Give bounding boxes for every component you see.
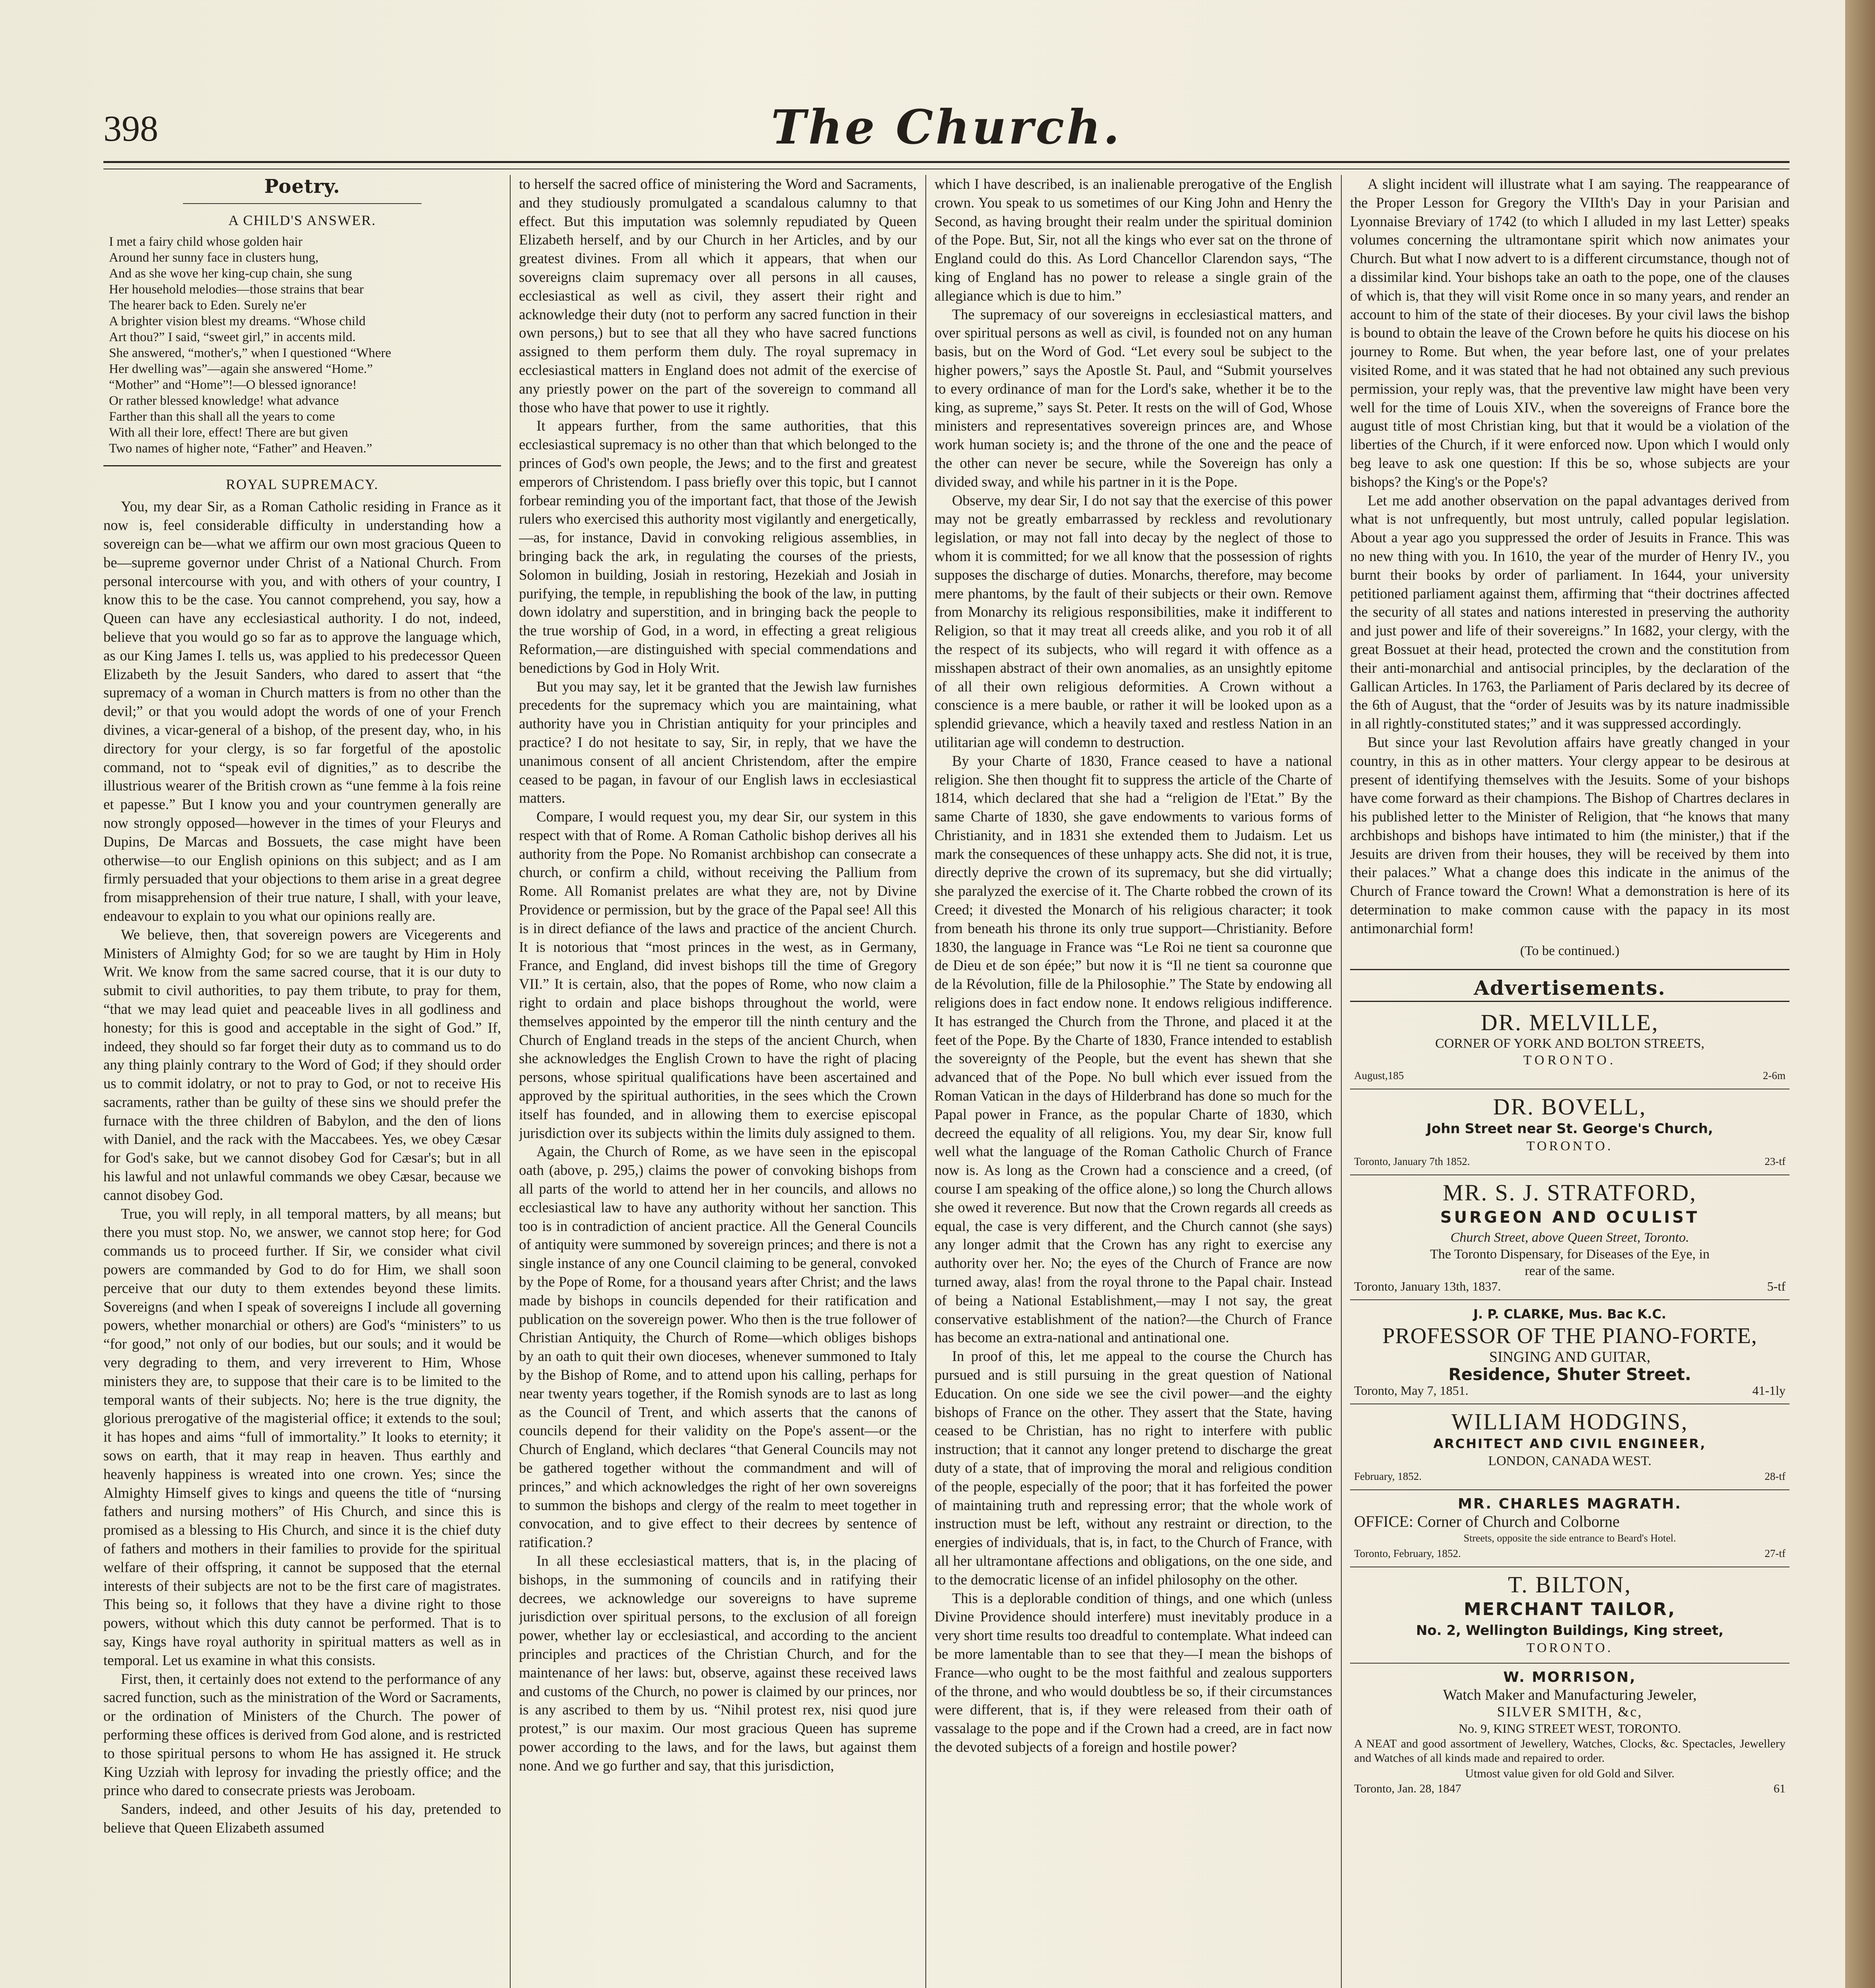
paragraph: which I have described, is an inalienable prerogative of the English crown. You speak to us sometimes of our King John and Henry the Second, as having brought their realm under the spiritual dominion of the Pope. But, Sir, not all the kings who ever sat on the throne of England could do this. As Lord Chancellor Clarendon says, “The king of England has no power to release a single grain of the allegiance which is due to him.” bbox=[935, 176, 1332, 304]
ad-note: Utmost value given for old Gold and Silver. bbox=[1465, 1767, 1675, 1780]
divider bbox=[103, 465, 501, 466]
ad-name: WILLIAM HODGINS, bbox=[1451, 1409, 1688, 1435]
paragraph: Observe, my dear Sir, I do not say that the exercise of this power may not be greatly embarrassed by reckless and revolutionary legislation, or may not fall into decay by the neglect of those to whom it is committed; for we all know that the possession of rights supposes the discharge of duties. Monarchs, therefore, may become mere phantoms, by the fault of their subjects or their own. Remove from Monarchy its religious responsibilities, make it indifferent to Religion, so that it may treat all creeds alike, and you rob it of all the respect of its subjects, who will regard it with offence as a misshapen abstract of their own anomalies, as an unsightly epitome of all their own religious deformities. A Crown without a conscience is a mere bauble, or rather it will be looked upon as a splendid grievance, which a heavily taxed and restless Nation in an utilitarian age will condemn to destruction. bbox=[935, 492, 1332, 750]
ad-profession: ARCHITECT AND CIVIL ENGINEER, bbox=[1433, 1436, 1706, 1452]
ad-code: 2-6m bbox=[1763, 1070, 1786, 1082]
paragraph: Let me add another observation on the papal advantages derived from what is not unfrequently, but most untruly, called popular legislation. About a year ago you suppressed the order of Jesuits in France. This was no new thing with you. In 1610, the year of the murder of Henry IV., you burnt their books by order of parliament. In 1644, your university petitioned parliament against them, affirming that “their doctrines affected the security of all states and nations interested in preserving the authority and just power and life of their sovereigns.” In 1682, your clergy, with the great Bossuet at their head, protected the crown and the constitution from their anti-monarchial and antisocial principles, by the declaration of the Gallican Articles. In 1763, the Parliament of Paris declared by its decree of the 6th of August, that the “order of Jesuits was by its nature inadmissible in all rightly-constituted states;” and it was suppressed accordingly. bbox=[1350, 492, 1790, 732]
ad-date: February, 1852. bbox=[1354, 1470, 1422, 1483]
ad-code: 5-tf bbox=[1767, 1279, 1786, 1294]
divider bbox=[1350, 969, 1790, 970]
ad-stratford bbox=[1350, 1175, 1790, 1300]
ad-name: W. MORRISON, bbox=[1503, 1669, 1636, 1686]
ad-code: 41-1ly bbox=[1752, 1383, 1786, 1398]
page-number: 398 bbox=[103, 108, 158, 149]
poem-line: She answered, “mother's,” when I questioned “Where bbox=[109, 346, 391, 360]
ad-line: rear of the same. bbox=[1525, 1264, 1615, 1279]
ad-code: 28-tf bbox=[1764, 1470, 1786, 1483]
ad-profession: SURGEON AND OCULIST bbox=[1440, 1208, 1700, 1227]
ad-date: Toronto, January 13th, 1837. bbox=[1354, 1279, 1501, 1294]
ad-name: T. BILTON, bbox=[1508, 1572, 1632, 1598]
ad-date: Toronto, May 7, 1851. bbox=[1354, 1383, 1469, 1398]
ad-streets: Streets, opposite the side entrance to Beard's Hotel. bbox=[1463, 1532, 1676, 1544]
paragraph: It appears further, from the same authorities, that this ecclesiastical supremacy is no other than that which belonged to the princes of God's own people, the Jews; and to the first and greatest emperors of Christendom. I pass briefly over this topic, but I cannot forbear reminding you of the important fact, that those of the Jewish rulers who exercised this authority most vigilantly and energetically,—as, for instance, David in convoking religious assemblies, in bringing back the ark, in regulating the courses of the priests, Solomon in building, Josiah in restoring, Hezekiah and Josiah in purifying, the temple, in republishing the book of the law, in putting down idolatry and superstition, and in bringing back the people to the true worship of God, in a word, in effecting a great religious Reformation,—are distinguished with special commendations and benedictions by God in Holy Writ. bbox=[519, 417, 917, 676]
ad-melville bbox=[1350, 1005, 1790, 1089]
poem-line: Her household melodies—those strains that bear bbox=[109, 282, 364, 297]
poem-line: A brighter vision blest my dreams. “Whose child bbox=[109, 314, 366, 328]
poem-line: Around her sunny face in clusters hung, bbox=[109, 250, 319, 265]
ad-clarke bbox=[1350, 1300, 1790, 1404]
poem bbox=[109, 234, 501, 456]
paragraph: This is a deplorable condition of things, and one which (unless Divine Providence should interfere) must inevitably produce in a very short time results too dreadful to contemplate. What indeed can be more lamentable than to see that they—I mean the bishops of France—who ought to be the most faithful and zealous supporters of the throne, and who would doubtless be so, if their circumstances were different, that is, if they were released from their oath of vassalage to the pope and if the Crown had a creed, are in fact now the devoted subjects of a foreign and hostile power? bbox=[935, 1590, 1332, 1755]
ad-name: MR. CHARLES MAGRATH. bbox=[1458, 1496, 1682, 1512]
column-1 bbox=[103, 175, 501, 1988]
paragraph: Sanders, indeed, and other Jesuits of his day, pretended to believe that Queen Elizabeth assumed bbox=[103, 1801, 501, 1836]
poem-line: The hearer back to Eden. Surely ne'er bbox=[109, 298, 307, 313]
poem-line: Or rather blessed knowledge! what advance bbox=[109, 393, 339, 408]
paragraph: You, my dear Sir, as a Roman Catholic residing in France as it now is, feel considerable difficulty in understanding how a sovereign can be—what we affirm our own most gracious Queen to be—supreme governor under Christ of a National Church. From personal intercourse with you, and with others of your country, I know this to be the case. You cannot comprehend, you say, how a Queen can have any ecclesiastical authority. I do not, indeed, believe that you would go so far as to approve the language which, as our King James I. tells us, was applied to his predecessor Queen Elizabeth by the Jesuit Sanders, who dared to assert that “the supremacy of a woman in Church matters is from no other than the devil;” or that you would adopt the words of one of your French divines, a vicar-general of a bishop, of the present day, who, in his directory for your clergy, is so far forgetful of the apostolic command, not to “speak evil of dignities,” as to describe the illustrious wearer of the British crown as “une femme à la fois reine et papesse.” But I know you and your countrymen generally are now strongly opposed—however in the times of your Fleurys and Dupins, De Marcas and Bossuets, the case might have been otherwise—to our English opinions on this subject; and as I am firmly persuaded that your objections to them arise in a great degree from misapprehension of their true nature, I shall, with your leave, endeavour to explain to you what our opinions really are. bbox=[103, 498, 501, 924]
column-2 bbox=[519, 175, 917, 1988]
binding-edge bbox=[1845, 0, 1875, 1988]
paragraph: We believe, then, that sovereign powers are Vicegerents and Ministers of Almighty God; for so we are taught by Him in Holy Writ. We know from the same sacred course, that it is our duty to submit to civil authorities, to pay them tribute, to pray for them, “that we may lead quiet and peaceable lives in all godliness and honesty; for this is good and acceptable in the sight of God.” If, indeed, they should so far forget their duty as to command us to do any thing plainly contrary to the Word of God; if they should order us to commit idolatry, or not to pray to God, or not to receive His sacraments, rather than be guilty of these sins we should prefer the furnace with the three children of Babylon, and the den of lions with Daniel, and the rack with the Maccabees. Yes, we obey Cæsar for God's sake, but we cannot disobey God for Cæsar's; but in all his lawful and not unlawful commands we obey Cæsar, because we cannot disobey God. bbox=[103, 926, 501, 1203]
paragraph: to herself the sacred office of ministering the Word and Sacraments, and they studiously promulgated a scandalous calumny to that effect. But this imputation was solemnly repudiated by Queen Elizabeth herself, and by our Church in her Articles, and by our greatest divines. From all which it appears, that when our sovereigns claim supremacy over all persons in all causes, ecclesiastical as well as civil, they assert their right and acknowledge their duty (not to perform any sacred function in their own persons,) but to see that all they who have sacred functions assigned to them perform them duly. The royal supremacy in ecclesiastical matters in England does not admit of the exercise of any priestly power on the part of the sovereign to command all those who have that power to use it rightly. bbox=[519, 176, 917, 415]
ad-city: TORONTO. bbox=[1526, 1640, 1613, 1656]
poem-line: “Mother” and “Home”!—O blessed ignorance! bbox=[109, 377, 357, 392]
ad-date: Toronto, January 7th 1852. bbox=[1354, 1155, 1470, 1168]
ad-code: 23-tf bbox=[1764, 1155, 1786, 1168]
ad-profession: MERCHANT TAILOR, bbox=[1463, 1599, 1676, 1620]
ad-profession: Watch Maker and Manufacturing Jeweler, bbox=[1443, 1687, 1697, 1704]
newspaper-title: The Church. bbox=[771, 99, 1122, 155]
article-body bbox=[103, 497, 501, 1837]
ad-city: TORONTO. bbox=[1526, 1139, 1613, 1154]
ad-trade: SILVER SMITH, &c, bbox=[1497, 1704, 1643, 1720]
column-rule bbox=[510, 175, 511, 1988]
poem-line: Two names of higher note, “Father” and Heaven.” bbox=[109, 441, 373, 456]
ad-address: CORNER OF YORK AND BOLTON STREETS, bbox=[1435, 1036, 1704, 1051]
ad-body: A NEAT and good assortment of Jewellery, Watches, Clocks, &c. Spectacles, Jewellery and Watches of all kinds made and repaired to order. bbox=[1354, 1737, 1786, 1765]
poem-line: And as she wove her king-cup chain, she sung bbox=[109, 266, 352, 281]
paragraph: A slight incident will illustrate what I am saying. The reappearance of the Proper Lesson for Gregory the VIIth's Day in your Parisian and Lyonnaise Breviary of 1742 (to which I alluded in my last Letter) speaks volumes concerning the ultramontane spirit which now animates your Church. But what I now advert to is a different circumstance, though not of a dissimilar kind. Your bishops take an oath to the pope, one of the clauses of which is, that they will visit Rome once in so many years, and render an account to him of the state of their dioceses. By your civil laws the bishop is bound to obtain the leave of the Crown before he quits his diocese on his journey to Rome. But when, the year before last, one of your prelates visited Rome, and it was stated that he had not obtained any such previous permission, your reply was, that the preventive law might have been very well for the time of Louis XIV., when the sovereigns of France bore the august title of most Christian king, but that it would be a violation of the liberties of the Church, if it were enforced now. Upon which I would only beg leave to ask one question: If this be so, whose subjects are your bishops? the King's or the Pope's? bbox=[1350, 176, 1790, 490]
masthead-rule bbox=[103, 161, 1790, 169]
paragraph: But since your last Revolution affairs have greatly changed in your country, in this as in other matters. Your clergy appear to be desirous at present of identifying themselves with the Jesuits. Some of your bishops have come forward as their champions. The Bishop of Chartres declares in his published letter to the Minister of Religion, that “he knows that many archbishops and bishops have intimated to him (the minister,) that if the Jesuits are driven from their houses, they will be received by them into their palaces.” What a change does this indicate in the animus of the Church of France toward the Crown! What a demonstration is here of its determination to make common cause with the papacy in its most antimonarchial form! bbox=[1350, 734, 1790, 936]
ad-hodgins bbox=[1350, 1404, 1790, 1490]
divider bbox=[1350, 1001, 1790, 1002]
ad-bilton bbox=[1350, 1567, 1790, 1664]
advertisements-heading: Advertisements. bbox=[1474, 976, 1666, 1000]
article-title: ROYAL SUPREMACY. bbox=[225, 476, 379, 492]
column-4 bbox=[1350, 175, 1790, 1988]
ad-name: DR. BOVELL, bbox=[1493, 1094, 1647, 1120]
poem-title: A CHILD'S ANSWER. bbox=[228, 212, 376, 228]
ad-name: MR. S. J. STRATFORD, bbox=[1443, 1180, 1697, 1206]
column-3 bbox=[935, 175, 1332, 1988]
paragraph: In proof of this, let me appeal to the course the Church has pursued and is still pursuing in the great question of National Education. On one side we see the civil power—and the eighty bishops of France on the other. They assert that the State, having ceased to be Christian, has no right to interfere with public instruction; that it cannot any longer pretend to discharge the great duty of a state, that of improving the moral and religious condition of the people, especially of the poor; that it has forfeited the power of maintaining truth and repressing error; that the whole work of instruction must be left, without any restraint or direction, to the energies of individuals, that is, in fact, to the Church of France, with all her ultramontane affections and obligations, on the one side, and to the democratic license of an infidel philosophy on the other. bbox=[935, 1348, 1332, 1588]
poem-line: Art thou?” I said, “sweet girl,” in accents mild. bbox=[109, 330, 356, 344]
paragraph: But you may say, let it be granted that the Jewish law furnishes precedents for the supremacy which you are maintaining, what authority have you in Christian antiquity for your principles and practice? I do not hesitate to say, Sir, in reply, that we have the unanimous consent of all ancient Christendom, after the empire ceased to be pagan, in favour of our English laws in ecclesiastical matters. bbox=[519, 678, 917, 806]
ad-address: No. 2, Wellington Buildings, King street, bbox=[1416, 1623, 1724, 1639]
ad-city: LONDON, CANADA WEST. bbox=[1488, 1454, 1652, 1469]
paragraph: Again, the Church of Rome, as we have seen in the episcopal oath (above, p. 295,) claims the power of convoking bishops from all parts of the world to attend her in her councils, and allows no ecclesiastical law to have any authority without her sanction. This too is in contradiction of ancient practice. All the General Councils of antiquity were summoned by sovereign princes; and there is not a single instance of any one Council claiming to be general, convoked by the Pope of Rome, for a thousand years after Christ; and the laws made by bishops in councils depended for their ratification and publication on the sovereign power. Who then is the true follower of Christian Antiquity, the Church of Rome—which obliges bishops by an oath to quit their own dioceses, whenever summoned to Italy by the Bishop of Rome, and to attend upon his calling, perhaps for near twenty years together, if the Romish synods are to last as long as the Council of Trent, and which asserts that the canons of councils depend for their validity on the Pope's assent—or the Church of England, which declares “that General Councils may not be gathered together without the commandment and will of princes,” and which acknowledges the right of her own sovereigns to summon the bishops and clergy of the realm to meet together in convocation, and to give effect to their decrees by sentence of ratification.? bbox=[519, 1143, 917, 1551]
ad-date: August,185 bbox=[1354, 1070, 1404, 1082]
divider bbox=[183, 203, 422, 204]
poem-line: Her dwelling was”—again she answered “Home.” bbox=[109, 361, 373, 376]
paragraph: In all these ecclesiastical matters, that is, in the placing of bishops, in the summoning of councils and in ratifying their decrees, we acknowledge our sovereigns to have supreme jurisdiction over spiritual persons, to the exclusion of all foreign power, whether lay or ecclesiastical, and according to the ancient principles and practices of the Christian Church, and for the maintenance of her laws: but, observe, against these received laws and customs of the Church, no power is claimed by our princes, nor is any ascribed to them by us. “Nihil protest rex, nisi quod jure protest,” is our maxim. Our most gracious Queen has supreme power according to the laws, and for the laws, but against them none. And we go further and say, that this jurisdiction, bbox=[519, 1552, 917, 1774]
paragraph: True, you will reply, in all temporal matters, by all means; but there you must stop. No, we answer, we cannot stop here; for God commands us to proceed further. If Sir, we consider what civil powers are commanded by God to do for Him, we shall soon perceive that our duty to them extendes beyond these limits. Sovereigns (and when I speak of sovereigns I include all governing powers, whether monarchial or others) are God's “ministers” to us “for good,” not only of our bodies, but our souls; and it would be very degrading to them, and very irreverent to Him, Whose ministers they are, to suppose that their care is to be limited to the temporal wants of their subjects. No; here is the true dignity, the glorious prerogative of the magisterial office; it extends to the soul; it has hopes and aims “full of immortality.” It looks to eternity; it sows on earth, that it may reap in heaven. Thus earthly and heavenly happiness is wreated into one crown. Yes; since the Almighty Himself gives to kings and queens the title of “nursing fathers and nursing mothers” of His Church, and since this is promised as a blessing to His Church, and since it is the chief duty of fathers and mothers in their families to provide for the spiritual welfare of their offspring, it cannot be supposed that the eternal interests of their subjects are not to be the first care of magistrates. This being so, it follows that they have a divine right to those powers, without which this duty cannot be performed. That is to say, Kings have royal authority in spiritual matters as well as in temporal. Let us examine in what this consists. bbox=[103, 1205, 501, 1668]
poem-line: With all their lore, effect! There are but given bbox=[109, 425, 348, 440]
ad-date: Toronto, Jan. 28, 1847 bbox=[1354, 1782, 1461, 1796]
ad-degree: J. P. CLARKE, Mus. Bac K.C. bbox=[1473, 1307, 1666, 1322]
paragraph: The supremacy of our sovereigns in ecclesiastical matters, and over spiritual persons as well as civil, is founded not on any human basis, but on the Word of God. “Let every soul be subject to the higher powers,” says the Apostle St. Paul, and “Submit yourselves to every ordinance of man for the Lord's sake, whether it be to the king, as supreme,” says St. Peter. It rests on the will of God, Whose ministers and representatives sovereign princes are, and Whose work human society is; and the throne of the one and the peace of the other can never be secure, while the Sovereign has only a divided sway, and while his partner in it is the Pope. bbox=[935, 306, 1332, 490]
ad-morrison bbox=[1350, 1664, 1790, 1802]
article-body bbox=[935, 175, 1332, 1757]
ad-address: No. 9, KING STREET WEST, TORONTO. bbox=[1458, 1721, 1681, 1736]
ad-address: John Street near St. George's Church, bbox=[1426, 1121, 1713, 1137]
article-body bbox=[519, 175, 917, 1775]
masthead bbox=[103, 99, 1790, 155]
poem-line: I met a fairy child whose golden hair bbox=[109, 234, 303, 249]
paragraph: Compare, I would request you, my dear Sir, our system in this respect with that of Rome. A Roman Catholic bishop derives all his authority from the Pope. No Romanist archbishop can consecrate a church, or confirm a child, without receiving the Pallium from Rome. All Romanist prelates are what they are, not by Divine Providence or permission, but by the grace of the Papal see! All this is in direct defiance of the laws and practice of the ancient Church. It is notorious that “most princes in the west, as in Germany, France, and England, did invest bishops till the time of Gregory VII.” It is certain, also, that the popes of Rome, who now claim a right to ordain and place bishops throughout the world, were themselves appointed by the emperor till the ninth century and the Church of England treads in the steps of the ancient Church, when she acknowledges the English Crown to have the right of placing persons, whose spiritual qualifications have been ascertained and approved by the spiritual authorities, in the sees which the Crown itself has founded, and in allowing them to exercise episcopal jurisdiction over its subjects within the limits duly assigned to them. bbox=[519, 808, 917, 1141]
article-body bbox=[1350, 175, 1790, 938]
ad-sub: SINGING AND GUITAR, bbox=[1489, 1349, 1651, 1366]
to-be-continued: (To be continued.) bbox=[1520, 943, 1620, 958]
ad-bovell bbox=[1350, 1089, 1790, 1175]
ad-code: 61 bbox=[1774, 1782, 1786, 1796]
ad-magrath bbox=[1350, 1490, 1790, 1567]
ad-city: TORONTO. bbox=[1523, 1053, 1617, 1068]
paragraph: First, then, it certainly does not extend to the performance of any sacred function, such as the ministration of the Word or Sacraments, or the ordination of Ministers of the Church. The power of performing these offices is derived from God alone, and is restricted to those spiritual persons to whom He has assigned it. He struck King Uzziah with leprosy for invading the priestly office; and the prince who dared to consecrate priests was Jeroboam. bbox=[103, 1670, 501, 1799]
ad-name: DR. MELVILLE, bbox=[1481, 1010, 1659, 1036]
ad-address: Church Street, above Queen Street, Toronto. bbox=[1450, 1230, 1689, 1245]
column-rule bbox=[1341, 175, 1342, 1988]
paragraph: By your Charte of 1830, France ceased to have a national religion. She then thought fit to suppress the article of the Charte of 1814, which declared that she had a “religion de l'Etat.” By the same Charte of 1830, she gave endowments to various forms of Christianity, and in 1831 she extended them to Judaism. Let us mark the consequences of these unhappy acts. She did not, it is true, directly deprive the crown of its supremacy, but she did virtually; she paralyzed the exercise of it. The Charte robbed the crown of its Creed; it divested the Monarch of his religious character; it took from beneath his throne its only true support—Christianity. Before 1830, the language in France was “Le Roi ne tient sa couronne que de Dieu et de son épée;” but now it is “Il ne tient sa couronne que de la Révolution, fille de la Philosophie.” The State by endowing all religions does in fact endow none. It endows religious indifference. It has estranged the Church from the Throne, and placed it at the feet of the Pope. By the Charte of 1830, France intended to establish the sovereignty of the People, but the event has shewn that she advanced that of the Pope. No bull which ever issued from the Roman Vatican in the days of Hilderbrand has done so much for the Papal power in France, as the popular Charte of 1830, which decreed the equality of all religions. You, my dear Sir, know full well what the language of the Roman Catholic Church of France now is. As long as the Crown had a conscience and a creed, (of course I am speaking of the office alone,) so long the Church allows she owed it reverence. But now that the Crown regards all creeds as equal, the case is very different, and the Church cannot (she says) any longer admit that the Crown has any right to exercise any authority over her. No; the eyes of the Church of France are now turned away, alas! from the royal throne to the Papal chair. Instead of being a National Establishment,—may I not say, the great conservative establishment of the nation?—the Church of France has become an extra-national and antinational one. bbox=[935, 752, 1332, 1346]
ad-code: 27-tf bbox=[1764, 1547, 1786, 1560]
ad-residence: Residence, Shuter Street. bbox=[1448, 1365, 1691, 1384]
poetry-heading: Poetry. bbox=[264, 175, 340, 198]
poem-line: Farther than this shall all the years to come bbox=[109, 409, 335, 424]
ad-date: Toronto, February, 1852. bbox=[1354, 1547, 1461, 1560]
ad-office: OFFICE: Corner of Church and Colborne bbox=[1354, 1512, 1620, 1531]
column-rule bbox=[925, 175, 926, 1988]
ad-title: PROFESSOR OF THE PIANO-FORTE, bbox=[1382, 1324, 1757, 1349]
ad-line: The Toronto Dispensary, for Diseases of the Eye, in bbox=[1430, 1247, 1710, 1262]
